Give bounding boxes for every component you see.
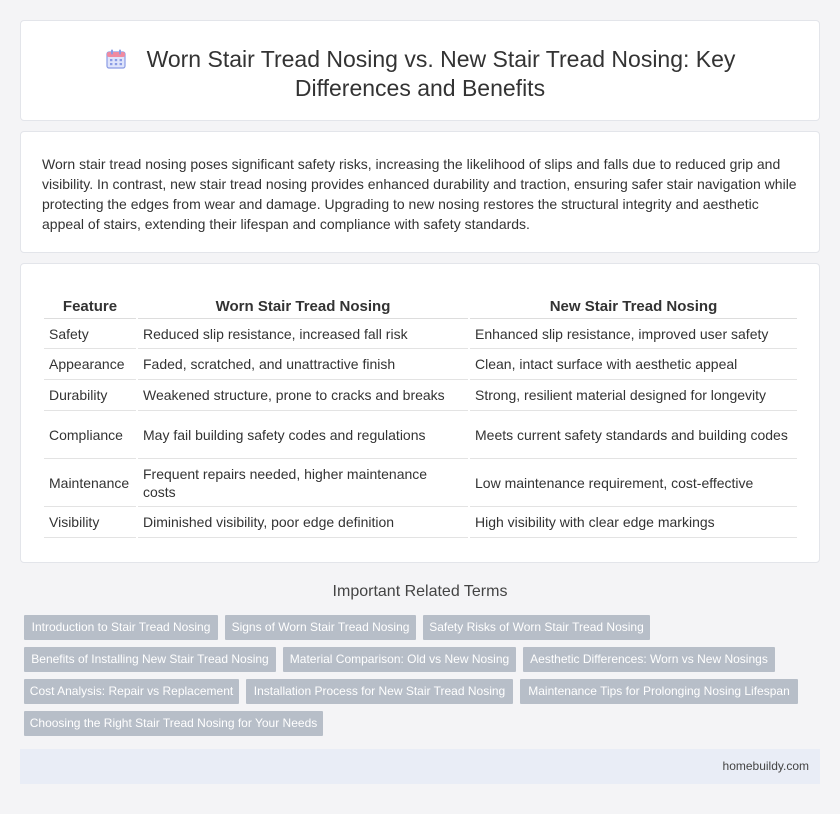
related-tag-material-comparison[interactable]: Material Comparison: Old vs New Nosing	[283, 647, 516, 672]
header-feature: Feature	[44, 294, 136, 319]
page-title	[21, 45, 819, 103]
table-row	[44, 349, 797, 380]
related-tag-introduction[interactable]: Introduction to Stair Tread Nosing	[24, 615, 218, 640]
related-tag-aesthetic-differences[interactable]: Aesthetic Differences: Worn vs New Nosings	[523, 647, 775, 672]
title-line-1: Worn Stair Tread Nosing vs. New Stair Tread Nosing: Key	[146, 46, 736, 72]
table-row	[44, 380, 797, 411]
calendar-icon	[105, 48, 127, 70]
table-cell-feature: Maintenance	[44, 459, 136, 507]
related-tag-safety-risks[interactable]: Safety Risks of Worn Stair Tread Nosing	[423, 615, 650, 640]
table-cell-worn: Reduced slip resistance, increased fall risk	[138, 319, 468, 349]
related-terms-heading: Important Related Terms	[332, 583, 508, 600]
table-row	[44, 459, 797, 507]
table-cell-worn: Weakened structure, prone to cracks and breaks	[138, 380, 468, 411]
header-worn: Worn Stair Tread Nosing	[138, 294, 468, 319]
table-cell-worn: Frequent repairs needed, higher maintenance costs	[138, 459, 468, 507]
related-tag-signs-of-worn[interactable]: Signs of Worn Stair Tread Nosing	[225, 615, 416, 640]
table-cell-new: Strong, resilient material designed for longevity	[470, 380, 797, 411]
title-line-2: Differences and Benefits	[294, 75, 546, 101]
table-row	[44, 319, 797, 349]
table-cell-new: High visibility with clear edge markings	[470, 507, 797, 538]
related-tag-maintenance-tips[interactable]: Maintenance Tips for Prolonging Nosing Lifespan	[520, 679, 798, 704]
footer	[20, 749, 820, 784]
table-row	[44, 411, 797, 459]
title-card	[20, 20, 820, 121]
related-tag-benefits[interactable]: Benefits of Installing New Stair Tread Nosing	[24, 647, 276, 672]
table-cell-new: Clean, intact surface with aesthetic appeal	[470, 349, 797, 380]
comparison-table	[42, 294, 799, 538]
related-tag-choosing-right[interactable]: Choosing the Right Stair Tread Nosing for Your Needs	[24, 711, 323, 736]
table-cell-new: Enhanced slip resistance, improved user safety	[470, 319, 797, 349]
table-cell-new: Meets current safety standards and building codes	[470, 411, 797, 459]
table-cell-worn: Faded, scratched, and unattractive finish	[138, 349, 468, 380]
comparison-card	[20, 263, 820, 563]
table-cell-feature: Appearance	[44, 349, 136, 380]
table-cell-feature: Safety	[44, 319, 136, 349]
table-cell-worn: Diminished visibility, poor edge definition	[138, 507, 468, 538]
table-cell-worn: May fail building safety codes and regulations	[138, 411, 468, 459]
footer-site[interactable]: homebuildy.com	[722, 759, 809, 773]
related-tag-cost-analysis[interactable]: Cost Analysis: Repair vs Replacement	[24, 679, 239, 704]
table-header-row	[44, 294, 797, 319]
intro-paragraph: Worn stair tread nosing poses significant safety risks, increasing the likelihood of slips and falls due to reduced grip and visibility. In contrast, new stair tread nosing provides enhanced durability and traction, ensuring safer stair navigation while protecting the edges from wear and damage. Upgrading to new nosing restores the structural integrity and aesthetic appeal of stairs, extending their lifespan and compliance with safety standards.	[42, 156, 797, 232]
table-cell-feature: Visibility	[44, 507, 136, 538]
table-row	[44, 507, 797, 538]
table-cell-feature: Durability	[44, 380, 136, 411]
table-cell-feature: Compliance	[44, 411, 136, 459]
table-cell-new: Low maintenance requirement, cost-effective	[470, 459, 797, 507]
header-new: New Stair Tread Nosing	[470, 294, 797, 319]
intro-card	[20, 131, 820, 253]
related-tag-installation-process[interactable]: Installation Process for New Stair Tread Nosing	[246, 679, 513, 704]
